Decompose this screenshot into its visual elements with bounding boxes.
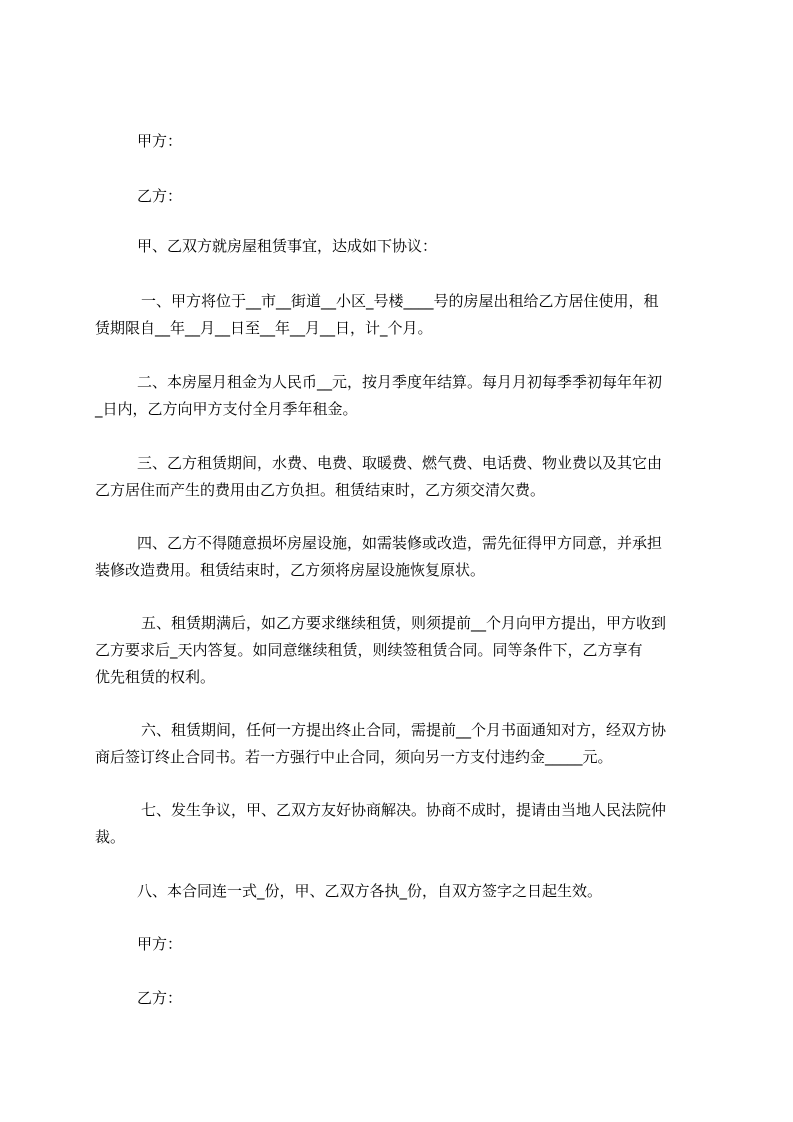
clause-4-line-1: 四、乙方不得随意损坏房屋设施，如需装修或改造，需先征得甲方同意，并承担	[137, 534, 663, 552]
clause-5-line-1: 五、租赁期满后，如乙方要求继续租赁，则须提前__个月向甲方提出，甲方收到	[141, 614, 667, 632]
party-b-label-top: 乙方：	[137, 187, 183, 205]
clause-3-line-1: 三、乙方租赁期间，水费、电费、取暖费、燃气费、电话费、物业费以及其它由	[137, 454, 663, 472]
clause-7-line-1: 七、发生争议，甲、乙双方友好协商解决。协商不成时，提请由当地人民法院仲	[141, 801, 667, 819]
clause-1-line-2: 赁期限自__年__月__日至__年__月__日，计_个月。	[95, 319, 433, 337]
clause-6-line-1: 六、租赁期间，任何一方提出终止合同，需提前__个月书面通知对方，经双方协	[141, 721, 667, 739]
party-a-label-top: 甲方：	[137, 132, 183, 150]
clause-2-line-1: 二、本房屋月租金为人民币__元，按月季度年结算。每月月初每季季初每年年初	[137, 373, 663, 391]
party-b-label-bottom: 乙方：	[137, 989, 183, 1007]
clause-8: 八、本合同连一式_份，甲、乙双方各执_份，自双方签字之日起生效。	[137, 882, 603, 900]
clause-5-line-2: 乙方要求后_天内答复。如同意继续租赁，则续签租赁合同。同等条件下，乙方享有	[95, 641, 643, 659]
clause-7-line-2: 裁。	[95, 828, 126, 846]
clause-1-line-1: 一、甲方将位于__市__街道__小区_号楼____号的房屋出租给乙方居住使用，租	[141, 292, 659, 310]
party-a-label-bottom: 甲方：	[137, 935, 183, 953]
clause-6-line-2: 商后签订终止合同书。若一方强行中止合同，须向另一方支付违约金_____元。	[95, 748, 613, 766]
clause-2-line-2: _日内，乙方向甲方支付全月季年租金。	[95, 400, 358, 418]
clause-3-line-2: 乙方居住而产生的费用由乙方负担。租赁结束时，乙方须交清欠费。	[95, 481, 546, 499]
intro-text: 甲、乙双方就房屋租赁事宜，达成如下协议：	[137, 237, 438, 255]
clause-5-line-3: 优先租赁的权利。	[95, 668, 216, 686]
clause-4-line-2: 装修改造费用。租赁结束时，乙方须将房屋设施恢复原状。	[95, 561, 486, 579]
